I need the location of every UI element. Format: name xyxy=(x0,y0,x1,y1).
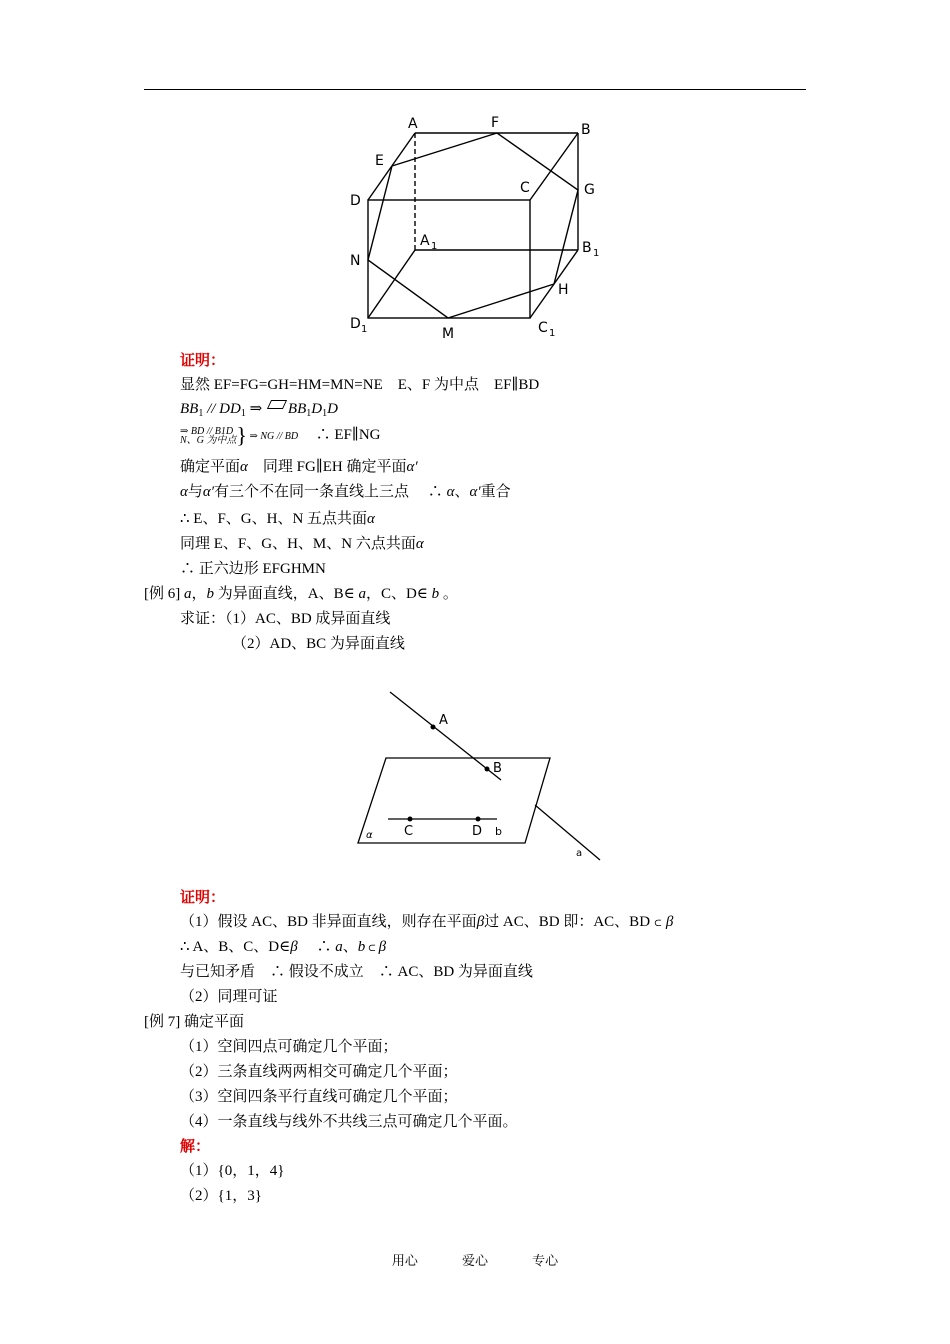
label-H: H xyxy=(558,282,569,298)
proof2-line2: ∴ A、B、C、D∈β ∴ a、b ⊂ β xyxy=(180,939,387,955)
proof2-line1: （1）假设 AC、BD 非异面直线，则存在平面β过 AC、BD 即：AC、BD ⊂ β xyxy=(180,914,674,930)
proof1-line7: 同理 E、F、G、H、M、N 六点共面α xyxy=(180,536,424,552)
line-a-upper xyxy=(390,692,501,780)
example7-title: [例 7] 确定平面 xyxy=(144,1014,244,1030)
proof1-line2: $BB_1 // DD_1$ ⇒ $BB_1D_1D$ xyxy=(180,401,338,419)
label-C1-sub: 1 xyxy=(549,328,556,339)
example6-prove2: （2）AD、BC 为异面直线 xyxy=(232,636,405,652)
label-B: B xyxy=(581,122,591,138)
label-b: b xyxy=(495,825,502,838)
label-A1-sub: 1 xyxy=(431,241,438,252)
label-F: F xyxy=(491,115,500,131)
label-alpha: α xyxy=(366,830,373,841)
label-D: D xyxy=(472,824,483,839)
header-rule xyxy=(144,89,806,90)
label-D: D xyxy=(350,193,361,209)
example6-title: [例 6] a，b 为异面直线，A、B∈ a，C、D∈ b 。 xyxy=(144,586,458,602)
footer-text-2: 爱心 xyxy=(461,1254,488,1269)
proof2-line4: （2）同理可证 xyxy=(180,989,278,1005)
plane-alpha xyxy=(358,758,550,843)
line-a-lower xyxy=(535,805,600,860)
label-D1: D xyxy=(350,316,361,332)
proof2-line3: 与已知矛盾 ∴ 假设不成立 ∴ AC、BD 为异面直线 xyxy=(180,964,533,980)
label-B1-sub: 1 xyxy=(593,248,600,259)
example7-q2: （2）三条直线两两相交可确定几个平面； xyxy=(180,1064,458,1080)
footer-text-1: 用心 xyxy=(391,1254,418,1269)
proof1-line6: ∴ E、F、G、H、N 五点共面α xyxy=(180,511,375,527)
label-B1: B xyxy=(582,240,592,256)
plane-figure xyxy=(350,690,610,865)
proof2-heading: 证明： xyxy=(180,890,226,906)
brace-stack: ⇒ BD // B1D N、G 为中点 xyxy=(180,425,237,446)
label-B: B xyxy=(493,761,502,776)
proof1-heading: 证明： xyxy=(180,353,226,369)
label-E: E xyxy=(375,153,384,169)
example7-answer-heading: 解： xyxy=(180,1139,211,1155)
label-A: A xyxy=(439,713,448,728)
label-A: A xyxy=(408,116,418,132)
example7-q4: （4）一条直线与线外不共线三点可确定几个平面。 xyxy=(180,1114,518,1130)
proof1-line8: ∴ 正六边形 EFGHMN xyxy=(180,561,326,577)
label-G: G xyxy=(584,182,595,198)
proof1-line5: α与α′有三个不在同一条直线上三点 ∴ α、α′重合 xyxy=(180,484,511,500)
proof1-line4: 确定平面α 同理 FG∥EH 确定平面α′ xyxy=(180,459,418,475)
example6-prove1: 求证：（1）AC、BD 成异面直线 xyxy=(180,611,391,627)
proof1-line3: ⇒ BD // B1D N、G 为中点} ⇒ NG // BD ∴ EF∥NG xyxy=(180,422,381,448)
cube-figure xyxy=(340,110,610,345)
label-D1-sub: 1 xyxy=(361,324,368,335)
example7-a2: （2）{1，3} xyxy=(180,1188,262,1204)
example7-q1: （1）空间四点可确定几个平面； xyxy=(180,1039,398,1055)
proof1-line1: 显然 EF=FG=GH=HM=MN=NE E、F 为中点 EF∥BD xyxy=(180,377,540,393)
label-C1: C xyxy=(538,320,548,336)
label-C: C xyxy=(520,180,530,196)
label-N: N xyxy=(350,253,361,269)
page-footer xyxy=(0,1250,950,1269)
front-face xyxy=(368,200,530,318)
label-M: M xyxy=(442,326,455,342)
label-A1: A xyxy=(420,233,430,249)
example7-a1: （1）{0，1，4} xyxy=(180,1163,285,1179)
label-a: a xyxy=(576,848,583,859)
parallelogram-icon xyxy=(267,400,287,409)
example7-q3: （3）空间四条平行直线可确定几个平面； xyxy=(180,1089,458,1105)
footer-text-3: 专心 xyxy=(532,1254,559,1269)
label-C: C xyxy=(404,824,414,839)
